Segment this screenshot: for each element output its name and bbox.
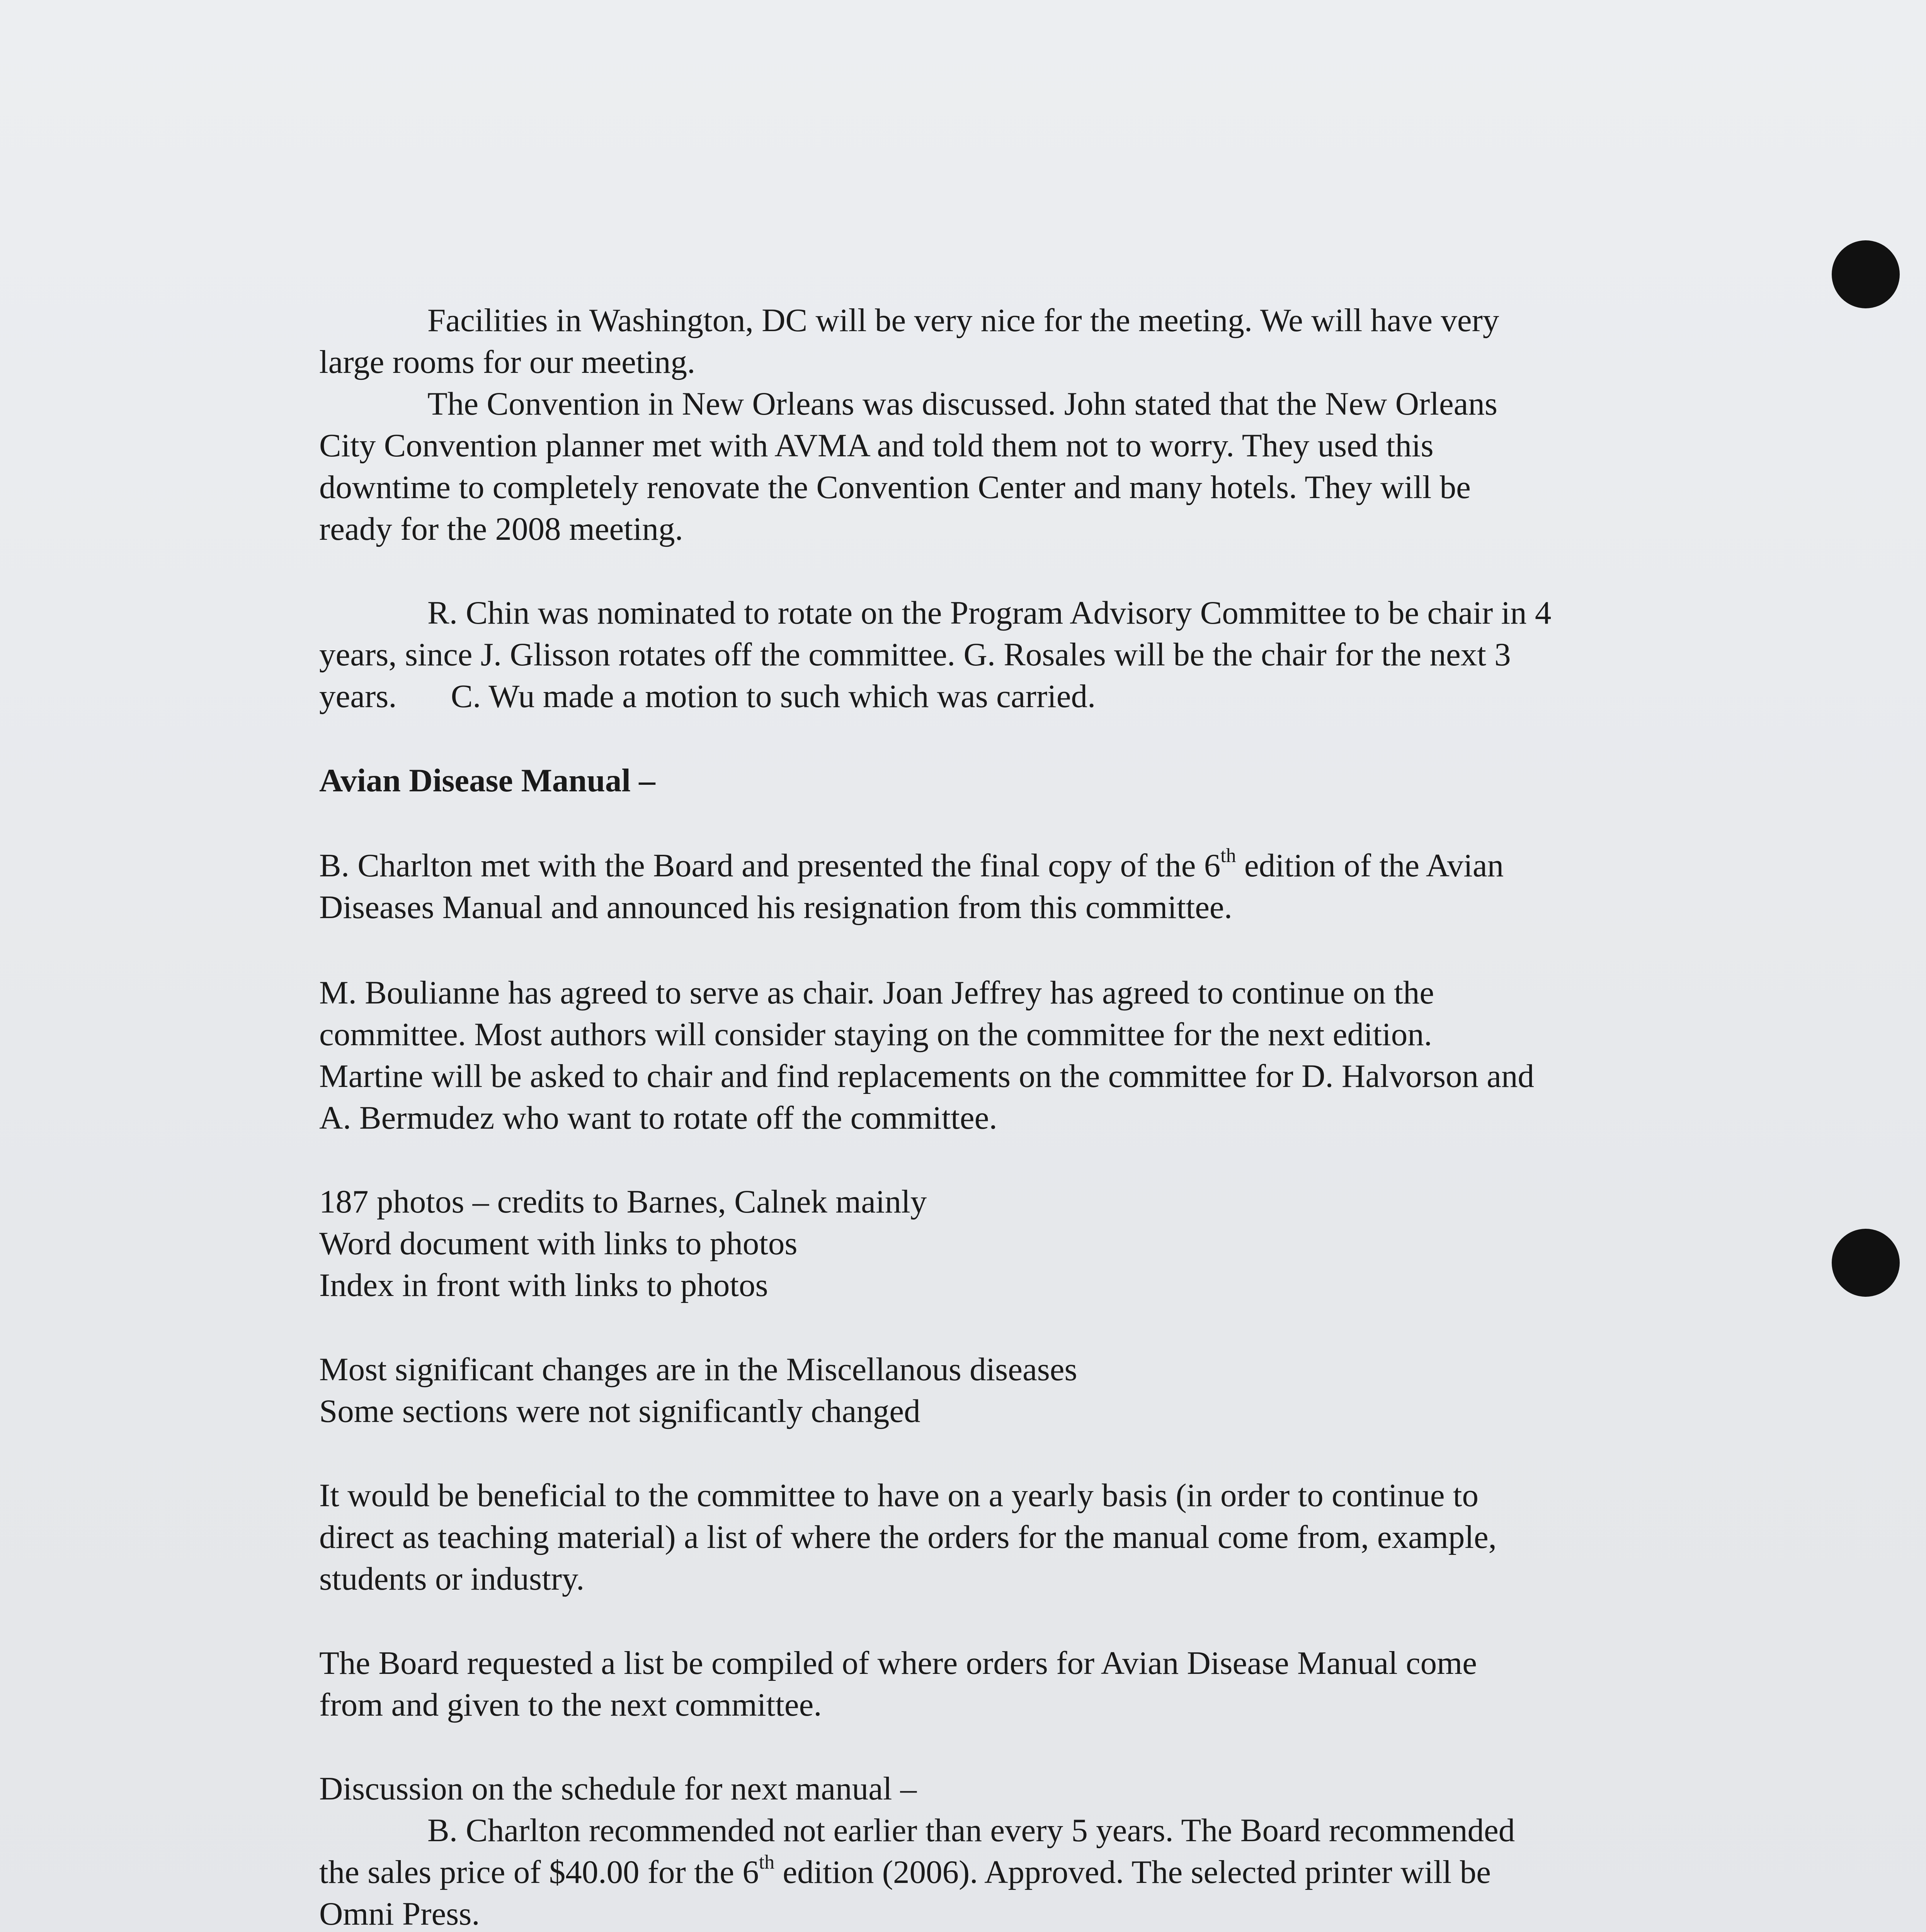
- schedule-line-2: B. Charlton recommended not earlier than every 5 years. The Board recommended: [427, 1812, 1515, 1849]
- ordinal-superscript: th: [1220, 844, 1236, 867]
- schedule-line-3-rest: edition (2006). Approved. The selected printer will be: [774, 1854, 1491, 1890]
- binder-hole-top: [1832, 240, 1900, 308]
- boulianne-line-1: M. Boulianne has agreed to serve as chair. Joan Jeffrey has agreed to continue on the: [319, 975, 1434, 1011]
- nomination-line-3: [319, 675, 1096, 717]
- nomination-line-2: years, since J. Glisson rotates off the committee. G. Rosales will be the chair for the next 3: [319, 636, 1511, 673]
- boulianne-line-3: Martine will be asked to chair and find replacements on the committee for D. Halvorson and: [319, 1058, 1535, 1094]
- board-request-line-2: from and given to the next committee.: [319, 1687, 822, 1723]
- facilities-line-2: large rooms for our meeting.: [319, 344, 696, 380]
- nomination-line-3-end: C. Wu made a motion to such which was carried.: [451, 678, 1096, 714]
- beneficial-line-3: students or industry.: [319, 1561, 585, 1597]
- charlton-line-2: Diseases Manual and announced his resignation from this committee.: [319, 889, 1232, 925]
- changes-line-1: Most significant changes are in the Miscellanous diseases: [319, 1351, 1077, 1388]
- photos-line-3: Index in front with links to photos: [319, 1267, 768, 1303]
- charlton-line-1-text: B. Charlton met with the Board and presented the final copy of the 6: [319, 847, 1221, 884]
- section-heading: Avian Disease Manual –: [319, 762, 655, 799]
- schedule-line-3-text: the sales price of $40.00 for the 6: [319, 1854, 759, 1890]
- facilities-line-1: Facilities in Washington, DC will be very nice for the meeting. We will have very: [427, 302, 1499, 338]
- schedule-line-1: Discussion on the schedule for next manual –: [319, 1770, 917, 1807]
- schedule-line-3: [319, 1851, 1491, 1893]
- beneficial-line-2: direct as teaching material) a list of where the orders for the manual come from, example,: [319, 1519, 1497, 1555]
- convention-line-2: City Convention planner met with AVMA and told them not to worry. They used this: [319, 427, 1434, 464]
- photos-line-2: Word document with links to photos: [319, 1225, 798, 1262]
- convention-line-4: ready for the 2008 meeting.: [319, 511, 683, 547]
- nomination-line-1: R. Chin was nominated to rotate on the Program Advisory Committee to be chair in 4: [427, 595, 1552, 631]
- photos-line-1: 187 photos – credits to Barnes, Calnek mainly: [319, 1184, 927, 1220]
- ordinal-superscript: th: [759, 1851, 775, 1873]
- convention-line-1: The Convention in New Orleans was discussed. John stated that the New Orleans: [427, 386, 1497, 422]
- boulianne-line-2: committee. Most authors will consider staying on the committee for the next edition.: [319, 1016, 1432, 1053]
- convention-line-3: downtime to completely renovate the Convention Center and many hotels. They will be: [319, 469, 1471, 505]
- boulianne-line-4: A. Bermudez who want to rotate off the committee.: [319, 1100, 997, 1136]
- binder-hole-middle: [1832, 1229, 1900, 1297]
- beneficial-line-1: It would be beneficial to the committee to have on a yearly basis (in order to continue to: [319, 1477, 1479, 1514]
- changes-line-2: Some sections were not significantly changed: [319, 1393, 920, 1429]
- charlton-line-1: [319, 845, 1504, 886]
- schedule-line-4: Omni Press.: [319, 1896, 480, 1932]
- charlton-line-1-rest: edition of the Avian: [1236, 847, 1504, 884]
- nomination-line-3-start: years.: [319, 678, 397, 714]
- board-request-line-1: The Board requested a list be compiled of where orders for Avian Disease Manual come: [319, 1645, 1477, 1681]
